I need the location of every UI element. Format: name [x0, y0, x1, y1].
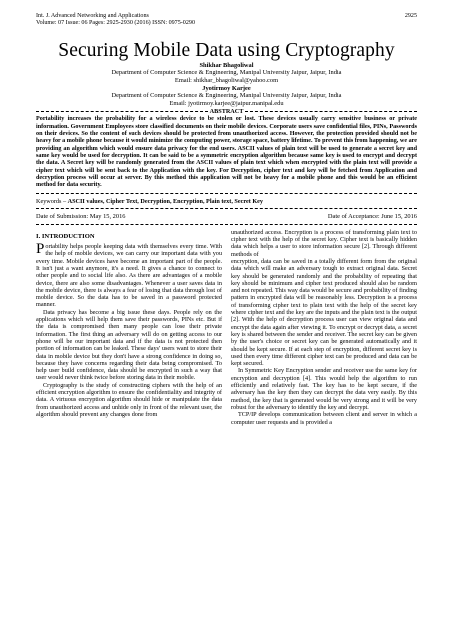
journal-name: Int. J. Advanced Networking and Applications — [36, 13, 149, 19]
symmetric-key-paragraph: In Symmetric Key Encryption sender and receiver use the same key for encryption and decryption [4]. This would help the algorithm to run efficiently and relatively fast. The key has to be kept secure, if the adversary has the key then they can decrypt the data very easily. By this method, the key that is generated would be very strong and it will be very robust for the adversary to identify the key and decrypt. — [231, 367, 417, 411]
paragraph-text: ortability helps people keeping data with themselves every time. With the help of mobile devices, we can carry our important data with you every time. Mobile devices have become an important part of the people. It isn't just a want anymore, it's a need. It gives a chance to connect to other people and to social life also. As there are advantages of a mobile device, there are also some disadvantages. Whenever a user saves data in the mobile device, there is always a fear of losing that data through lost of mobile device. So the data has to be saved in a password protected manner. — [36, 243, 222, 309]
page-number: 2925 — [404, 13, 417, 19]
keywords-label: Keywords – — [36, 197, 67, 205]
divider — [36, 224, 417, 225]
paper-title: Securing Mobile Data using Cryptography — [58, 39, 395, 61]
submission-date: Date of Submission: May 15, 2016 — [36, 213, 126, 221]
date-row — [36, 213, 417, 221]
acceptance-date: Date of Acceptance: June 15, 2016 — [327, 213, 417, 221]
divider — [36, 111, 208, 112]
author-affiliation: Department of Computer Science & Engineering, Manipal University Jaipur, Jaipur, India — [111, 69, 342, 77]
author-email: Email: jyotirmoy.karjee@jaipur.manipal.edu — [169, 99, 284, 107]
section-heading: I. INTRODUCTION — [36, 232, 95, 240]
paragraph-continued: unauthorized access. Encryption is a process of transforming plain text to cipher text with the help of the secret key. Cipher text is basically hidden data which helps a user to store information secure [2]. Through different methods of — [231, 228, 417, 258]
keywords-list: ASCII values, Cipher Text, Decryption, Encryption, Plain text, Secret Key — [67, 197, 263, 205]
journal-info — [36, 13, 195, 28]
divider — [36, 208, 417, 209]
author-email: Email: shikhar_bhagoliwal@yahoo.com — [174, 77, 279, 84]
journal-volume: Volume: 07 Issue: 06 Pages: 2925-2930 (2016) ISSN: 0975-0290 — [36, 20, 195, 27]
author-affiliation: Department of Computer Science & Engineering, Manipal University Jaipur, Jaipur, India — [111, 92, 342, 100]
drop-cap: P — [36, 241, 45, 258]
author-block-2 — [36, 85, 417, 108]
author-block-1 — [36, 62, 417, 85]
intro-paragraph-2: Data privacy has become a big issue these days. People rely on the applications which will help them save their passwords, PINs etc. But if the data is compromised then many people can lose their private information. The first thing an adversary will do on getting access to our phone will be our important data and if the data is not protected then portion of information can be leaked. These days' users want to store their data in mobile device but they don't have a strong confidence in doing so, because they have concerns regarding their data being compromised. To help user build confidence, data should be encrypted in such a way that user would never think twice before storing data in their mobile. — [36, 308, 222, 382]
intro-paragraph-3: Cryptography is the study of constructing ciphers with the help of an efficient encryption algorithm to ensure the confidentiality and integrity of data. A virtuous encryption algorithm should hide or manipulate the data from unauthorized access and unhide only in front of the relevant user, the algorithm should prevent any changes done from — [36, 381, 222, 418]
abstract-label: ABSTRACT — [209, 108, 244, 116]
abstract-rule — [36, 108, 417, 115]
body-columns — [36, 229, 417, 426]
paragraph-continued-2: encryption, data can be saved in a totally different form from the original data which will make an adversary tough to extract original data. Secret key should be generated randomly and the probability of repeating that key should be minimum and cipher text produced should also be random and not repeated. This way data would be secure and probability of finding pattern in encrypted data will be reasonably less. Decryption is a process of transforming cipher text to plain text with the help of the secret key where cipher text and the key are the inputs and the plain text is the output [2]. With the help of decryption process user can view original data and encrypt the data again after viewing it. To encrypt or decrypt data, a secret key is shared between the sender and receiver. The secret key can be given by the user's choice or secret key can be generated automatically and it should be kept secure. If at each step of encryption, different secret key is used then every time different cipher text can be produced and data can be kept secured. — [231, 258, 417, 368]
divider — [36, 193, 417, 194]
keywords — [36, 198, 417, 205]
abstract-text: Portability increases the probability for a wireless device to be stolen or lost. These devices usually carry sensitive business or private information. Government Employees store classified documents on their mobile devices. Corporate users save confidential files, PINs, Passwords on their devices. So the content of such devices should be protected from unauthorized access. However, the protection provided should not be heavy for a mobile phone because it would minimize the computing power, storage space, battery lifetime. To prevent this from happening, we are providing an algorithm which would ensure data privacy for the end users. ASCII values of plain text will be used to generate a secret key and same key would be used for decryption. It can be said to be a symmetric encryption algorithm because same key is used to encrypt and decrypt the data. A Secret key will be randomly generated from the ASCII values of plain text which when encrypted with the plain text will provide a cipher text which will be sent back to the Application with the key. For Decryption, cipher text and key will be fetched from Application and decryption process will occur at server. By this method this application will not be heavy for a mobile phone and this would be an efficient method for data security. — [36, 116, 417, 189]
author-name: Jyotirmoy Karjee — [202, 84, 251, 92]
intro-paragraph-1 — [36, 243, 222, 309]
author-name: Shikhar Bhagoliwal — [199, 61, 254, 69]
right-column — [231, 229, 417, 426]
divider — [245, 111, 417, 112]
left-column — [36, 229, 222, 426]
running-header — [36, 13, 417, 28]
tcp-ip-paragraph: TCP/IP develops communication between client and server in which a computer user requests and is provided a — [231, 411, 417, 426]
